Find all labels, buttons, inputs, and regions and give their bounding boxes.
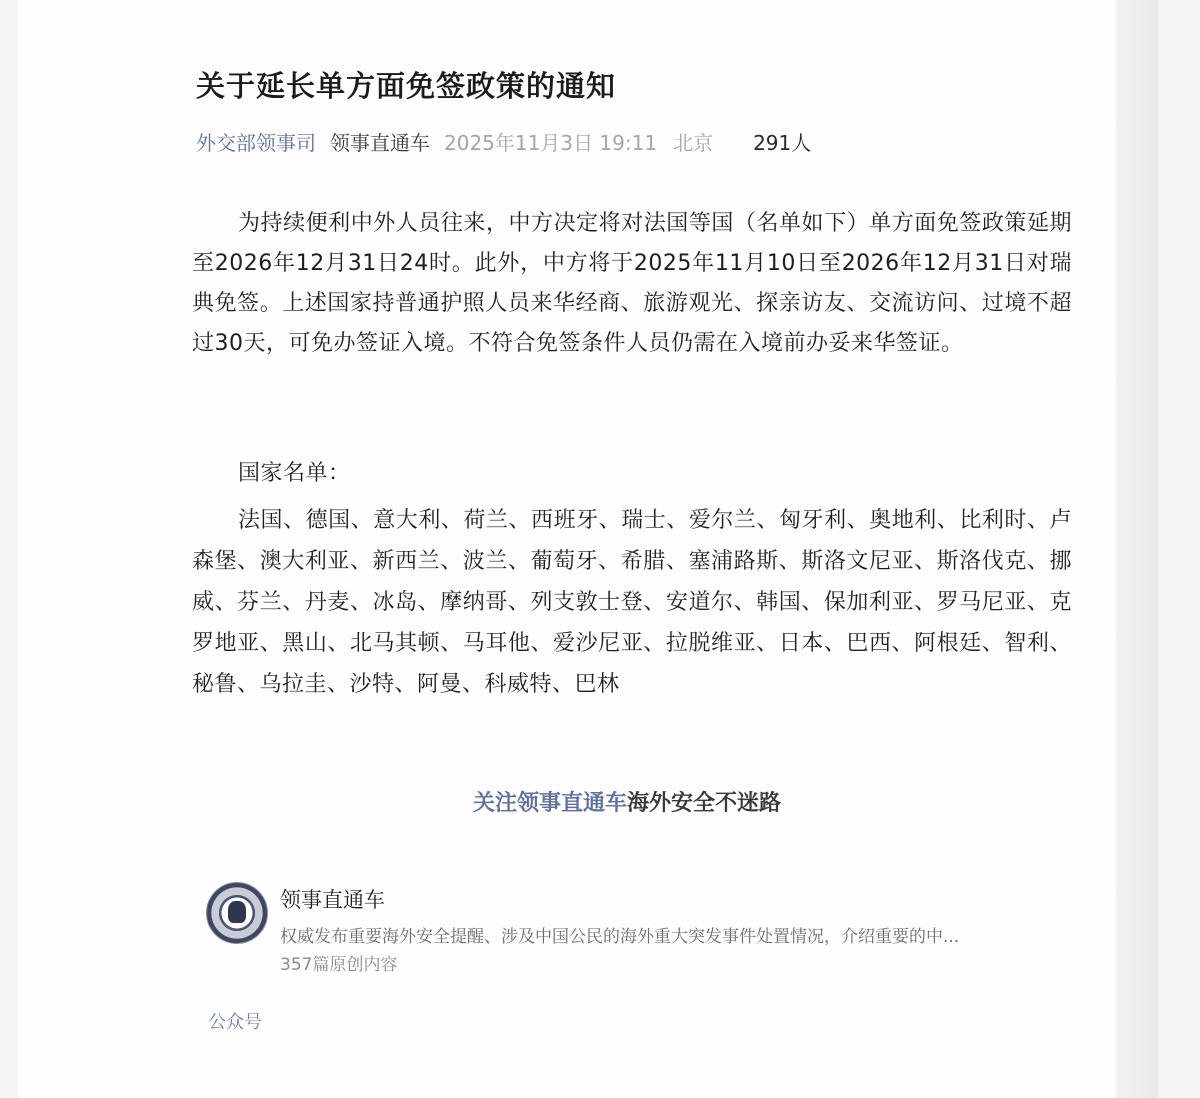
account-card-description: 权威发布重要海外安全提醒、涉及中国公民的海外重大突发事件处置情况，介绍重要的中... [280, 927, 960, 947]
page-edge-shadow [1116, 0, 1158, 1098]
account-card-original-count: 357篇原创内容 [280, 955, 398, 975]
article-meta [196, 124, 811, 158]
follow-banner [0, 786, 1200, 817]
seal-emblem [228, 901, 246, 923]
account-card-name: 领事直通车 [280, 888, 385, 912]
account-card[interactable] [204, 878, 1064, 978]
account-type-label: 公众号 [208, 1012, 262, 1033]
article-body-paragraph: 为持续便利中外人员往来，中方决定将对法国等国（名单如下）单方面免签政策延期至2026年12月31日24时。此外，中方将于2025年11月10日至2026年12月31日对瑞典免签。上述国家持普通护照人员来华经商、旅游观光、探亲访友、交流访问、过境不超过30天，可免办签证入境。不符合免签条件人员仍需在入境前办妥来华签证。 [192, 211, 1072, 356]
publish-location: 北京 [673, 130, 714, 155]
account-name-link[interactable]: 领事直通车 [330, 130, 430, 155]
follow-banner-account: 关注领事直通车 [472, 791, 627, 816]
consular-seal-icon [206, 882, 268, 944]
country-list-heading: 国家名单： [238, 461, 351, 486]
follow-banner-slogan: 海外安全不迷路 [627, 791, 782, 816]
publish-datetime: 2025年11月3日 19:11 [444, 130, 658, 155]
article-title: 关于延长单方面免签政策的通知 [196, 69, 617, 103]
reader-count: 291人 [753, 130, 812, 155]
source-link[interactable]: 外交部领事司 [196, 130, 316, 155]
country-list: 法国、德国、意大利、荷兰、西班牙、瑞士、爱尔兰、匈牙利、奥地利、比利时、卢森堡、澳大利亚、新西兰、波兰、葡萄牙、希腊、塞浦路斯、斯洛文尼亚、斯洛伐克、挪威、芬兰、丹麦、冰岛、摩纳哥、列支敦士登、安道尔、韩国、保加利亚、罗马尼亚、克罗地亚、黑山、北马其顿、马耳他、爱沙尼亚、拉脱维亚、日本、巴西、阿根廷、智利、秘鲁、乌拉圭、沙特、阿曼、科威特、巴林 [192, 508, 1072, 697]
